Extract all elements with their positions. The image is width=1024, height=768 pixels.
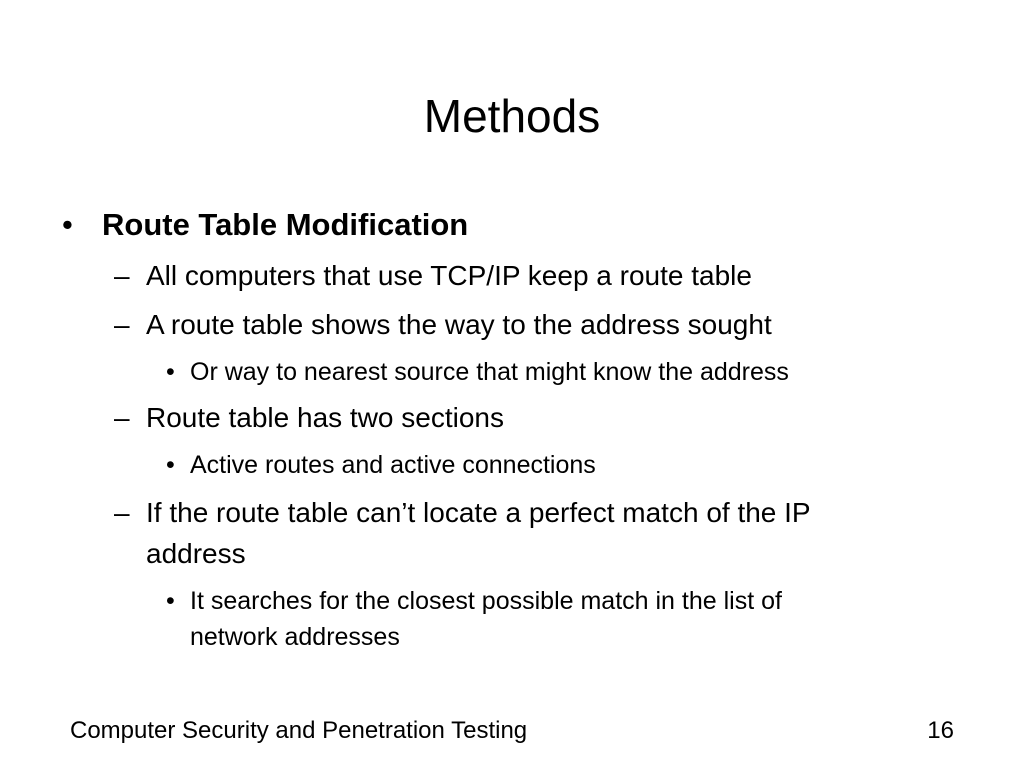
sub-bullet-text: address: [146, 538, 246, 569]
sub-bullet-text: All computers that use TCP/IP keep a route table: [146, 260, 752, 291]
dash-marker: –: [114, 309, 130, 340]
detail-text: Or way to nearest source that might know the address: [190, 358, 789, 386]
bullet-text: Route Table Modification: [102, 207, 469, 242]
bullet-marker: •: [166, 358, 175, 386]
detail-text: network addresses: [190, 623, 400, 651]
dash-marker: –: [114, 260, 130, 291]
bullet-marker: •: [166, 451, 175, 479]
detail-closest-match-continued: [190, 619, 400, 655]
bullet-marker: •: [62, 207, 73, 242]
sub-bullet-no-perfect-match: [114, 493, 811, 533]
detail-text: It searches for the closest possible match in the list of: [190, 587, 782, 615]
footer-page-number: 16: [927, 717, 954, 744]
detail-text: Active routes and active connections: [190, 451, 596, 479]
dash-marker: –: [114, 497, 130, 528]
dash-marker: –: [114, 402, 130, 433]
footer-course-title: Computer Security and Penetration Testing: [70, 717, 528, 744]
bullet-route-table-modification: [62, 205, 469, 245]
sub-bullet-text: If the route table can’t locate a perfect match of the IP: [146, 497, 811, 528]
slide-title: Methods: [423, 90, 601, 142]
bullet-marker: •: [166, 587, 175, 615]
sub-bullet-two-sections: [114, 398, 504, 438]
sub-bullet-text: Route table has two sections: [146, 402, 504, 433]
sub-bullet-route-table-purpose: [114, 305, 772, 345]
sub-bullet-no-perfect-match-continued: [146, 534, 246, 574]
sub-bullet-text: A route table shows the way to the address sought: [146, 309, 772, 340]
detail-nearest-source: [166, 354, 789, 390]
detail-active-routes: [166, 447, 596, 483]
sub-bullet-route-table: [114, 256, 752, 296]
detail-closest-match: [166, 583, 782, 619]
